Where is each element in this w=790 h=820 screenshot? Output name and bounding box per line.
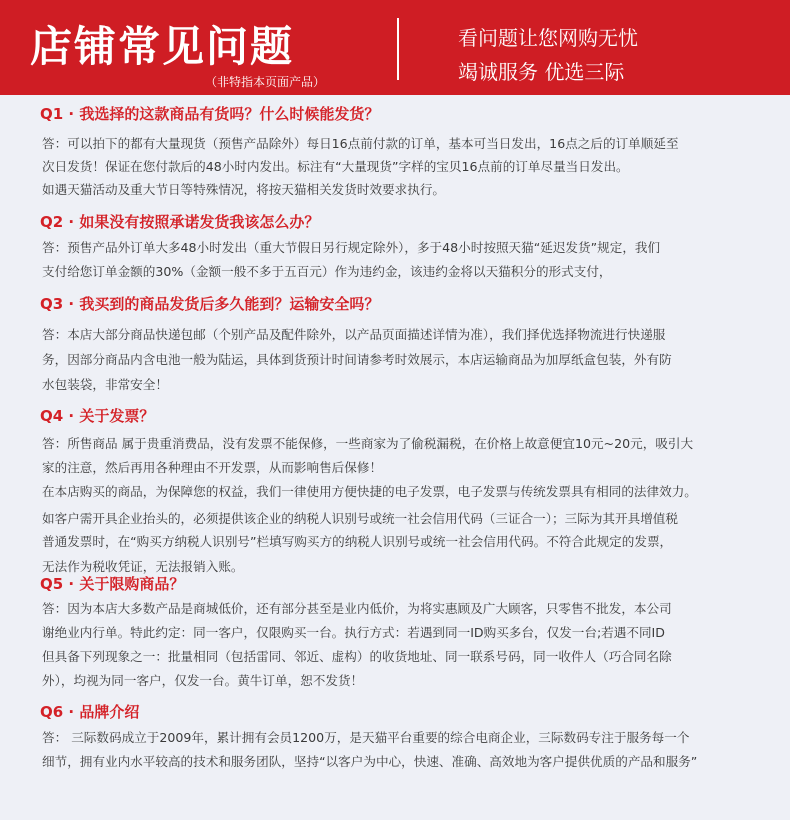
faq-answer-line: 答：所售商品 属于贵重消费品，没有发票不能保修，一些商家为了偷税漏税，在价格上故意便宜10元~20元，吸引大 (42, 436, 694, 451)
faq-answer-line: 水包装袋，非常安全！ (42, 377, 168, 392)
faq-answer-line: 谢绝业内行单。特此约定：同一客户，仅限购买一台。执行方式：若遇到同一ID购买多台，仅发一台;若遇不同ID (42, 625, 665, 640)
banner-divider (397, 18, 399, 80)
faq-answer-line: 答：可以拍下的都有大量现货（预售产品除外）每日16点前付款的订单，基本可当日发出，16点之后的订单顺延至 (42, 136, 679, 151)
slogan-line-1: 看问题让您网购无忧 (458, 26, 638, 50)
faq-answer-line: 答：因为本店大多数产品是商城低价，还有部分甚至是业内低价，为将实惠顾及广大顾客，只零售不批发，本公司 (42, 601, 672, 616)
faq-answer-line: 支付给您订单金额的30%（金额一般不多于五百元）作为违约金，该违约金将以天猫积分的形式支付， (42, 264, 612, 279)
faq-answer-line: 家的注意，然后再用各种理由不开发票，从而影响售后保修！ (42, 460, 383, 475)
faq-question-1: Q1 · 我选择的这款商品有货吗？什么时候能发货？ (40, 105, 380, 123)
slogan-line-2: 竭诚服务 优选三际 (458, 60, 625, 84)
faq-question-3: Q3 · 我买到的商品发货后多久能到？运输安全吗？ (40, 295, 380, 313)
faq-answer-line: 在本店购买的商品，为保障您的权益，我们一律使用方便快捷的电子发票，电子发票与传统发票具有相同的法律效力。 (42, 484, 697, 499)
faq-question-4: Q4 · 关于发票？ (40, 407, 155, 425)
faq-answer-line: 外），均视为同一客户，仅发一台。黄牛订单，恕不发货！ (42, 673, 364, 688)
faq-question-2: Q2 · 如果没有按照承诺发货我该怎么办？ (40, 213, 320, 231)
faq-answer-line: 细节，拥有业内水平较高的技术和服务团队，坚持“以客户为中心，快速、准确、高效地为客户提供优质的产品和服务” (42, 754, 698, 769)
page-title: 店铺常见问题 (30, 22, 295, 71)
faq-question-5: Q5 · 关于限购商品？ (40, 575, 185, 593)
faq-answer-line: 普通发票时，在“购买方纳税人识别号”栏填写购买方的纳税人识别号或统一社会信用代码。不符合此规定的发票， (42, 534, 673, 549)
faq-answer-line: 答：预售产品外订单大多48小时发出（重大节假日另行规定除外），多于48小时按照天猫“延迟发货”规定，我们 (42, 240, 661, 255)
faq-answer-line: 如遇天猫活动及重大节日等特殊情况，将按天猫相关发货时效要求执行。 (42, 182, 445, 197)
faq-answer-line: 如客户需开具企业抬头的，必须提供该企业的纳税人识别号或统一社会信用代码（三证合一）；三际为其开具增值税 (42, 511, 678, 526)
faq-answer-line: 答：本店大部分商品快递包邮（个别产品及配件除外，以产品页面描述详情为准），我们择优选择物流进行快递服 (42, 327, 666, 342)
faq-answer-line: 务，因部分商品内含电池一般为陆运，具体到货预计时间请参考时效展示，本店运输商品为加厚纸盒包装，外有防 (42, 352, 672, 367)
title-note: （非特指本页面产品） (205, 75, 326, 89)
faq-answer-line: 无法作为税收凭证，无法报销入账。 (42, 559, 244, 574)
header-banner (0, 0, 790, 95)
faq-answer-line: 但具备下列现象之一：批量相同（包括雷同、邻近、虚构）的收货地址、同一联系号码，同一收件人（巧合同名除 (42, 649, 672, 664)
faq-question-6: Q6 · 品牌介绍 (40, 703, 140, 721)
faq-answer-line: 次日发货！保证在您付款后的48小时内发出。标注有“大量现货”字样的宝贝16点前的订单尽量当日发出。 (42, 159, 629, 174)
faq-answer-line: 答： 三际数码成立于2009年，累计拥有会员1200万，是天猫平台重要的综合电商企业，三际数码专注于服务每一个 (42, 730, 690, 745)
